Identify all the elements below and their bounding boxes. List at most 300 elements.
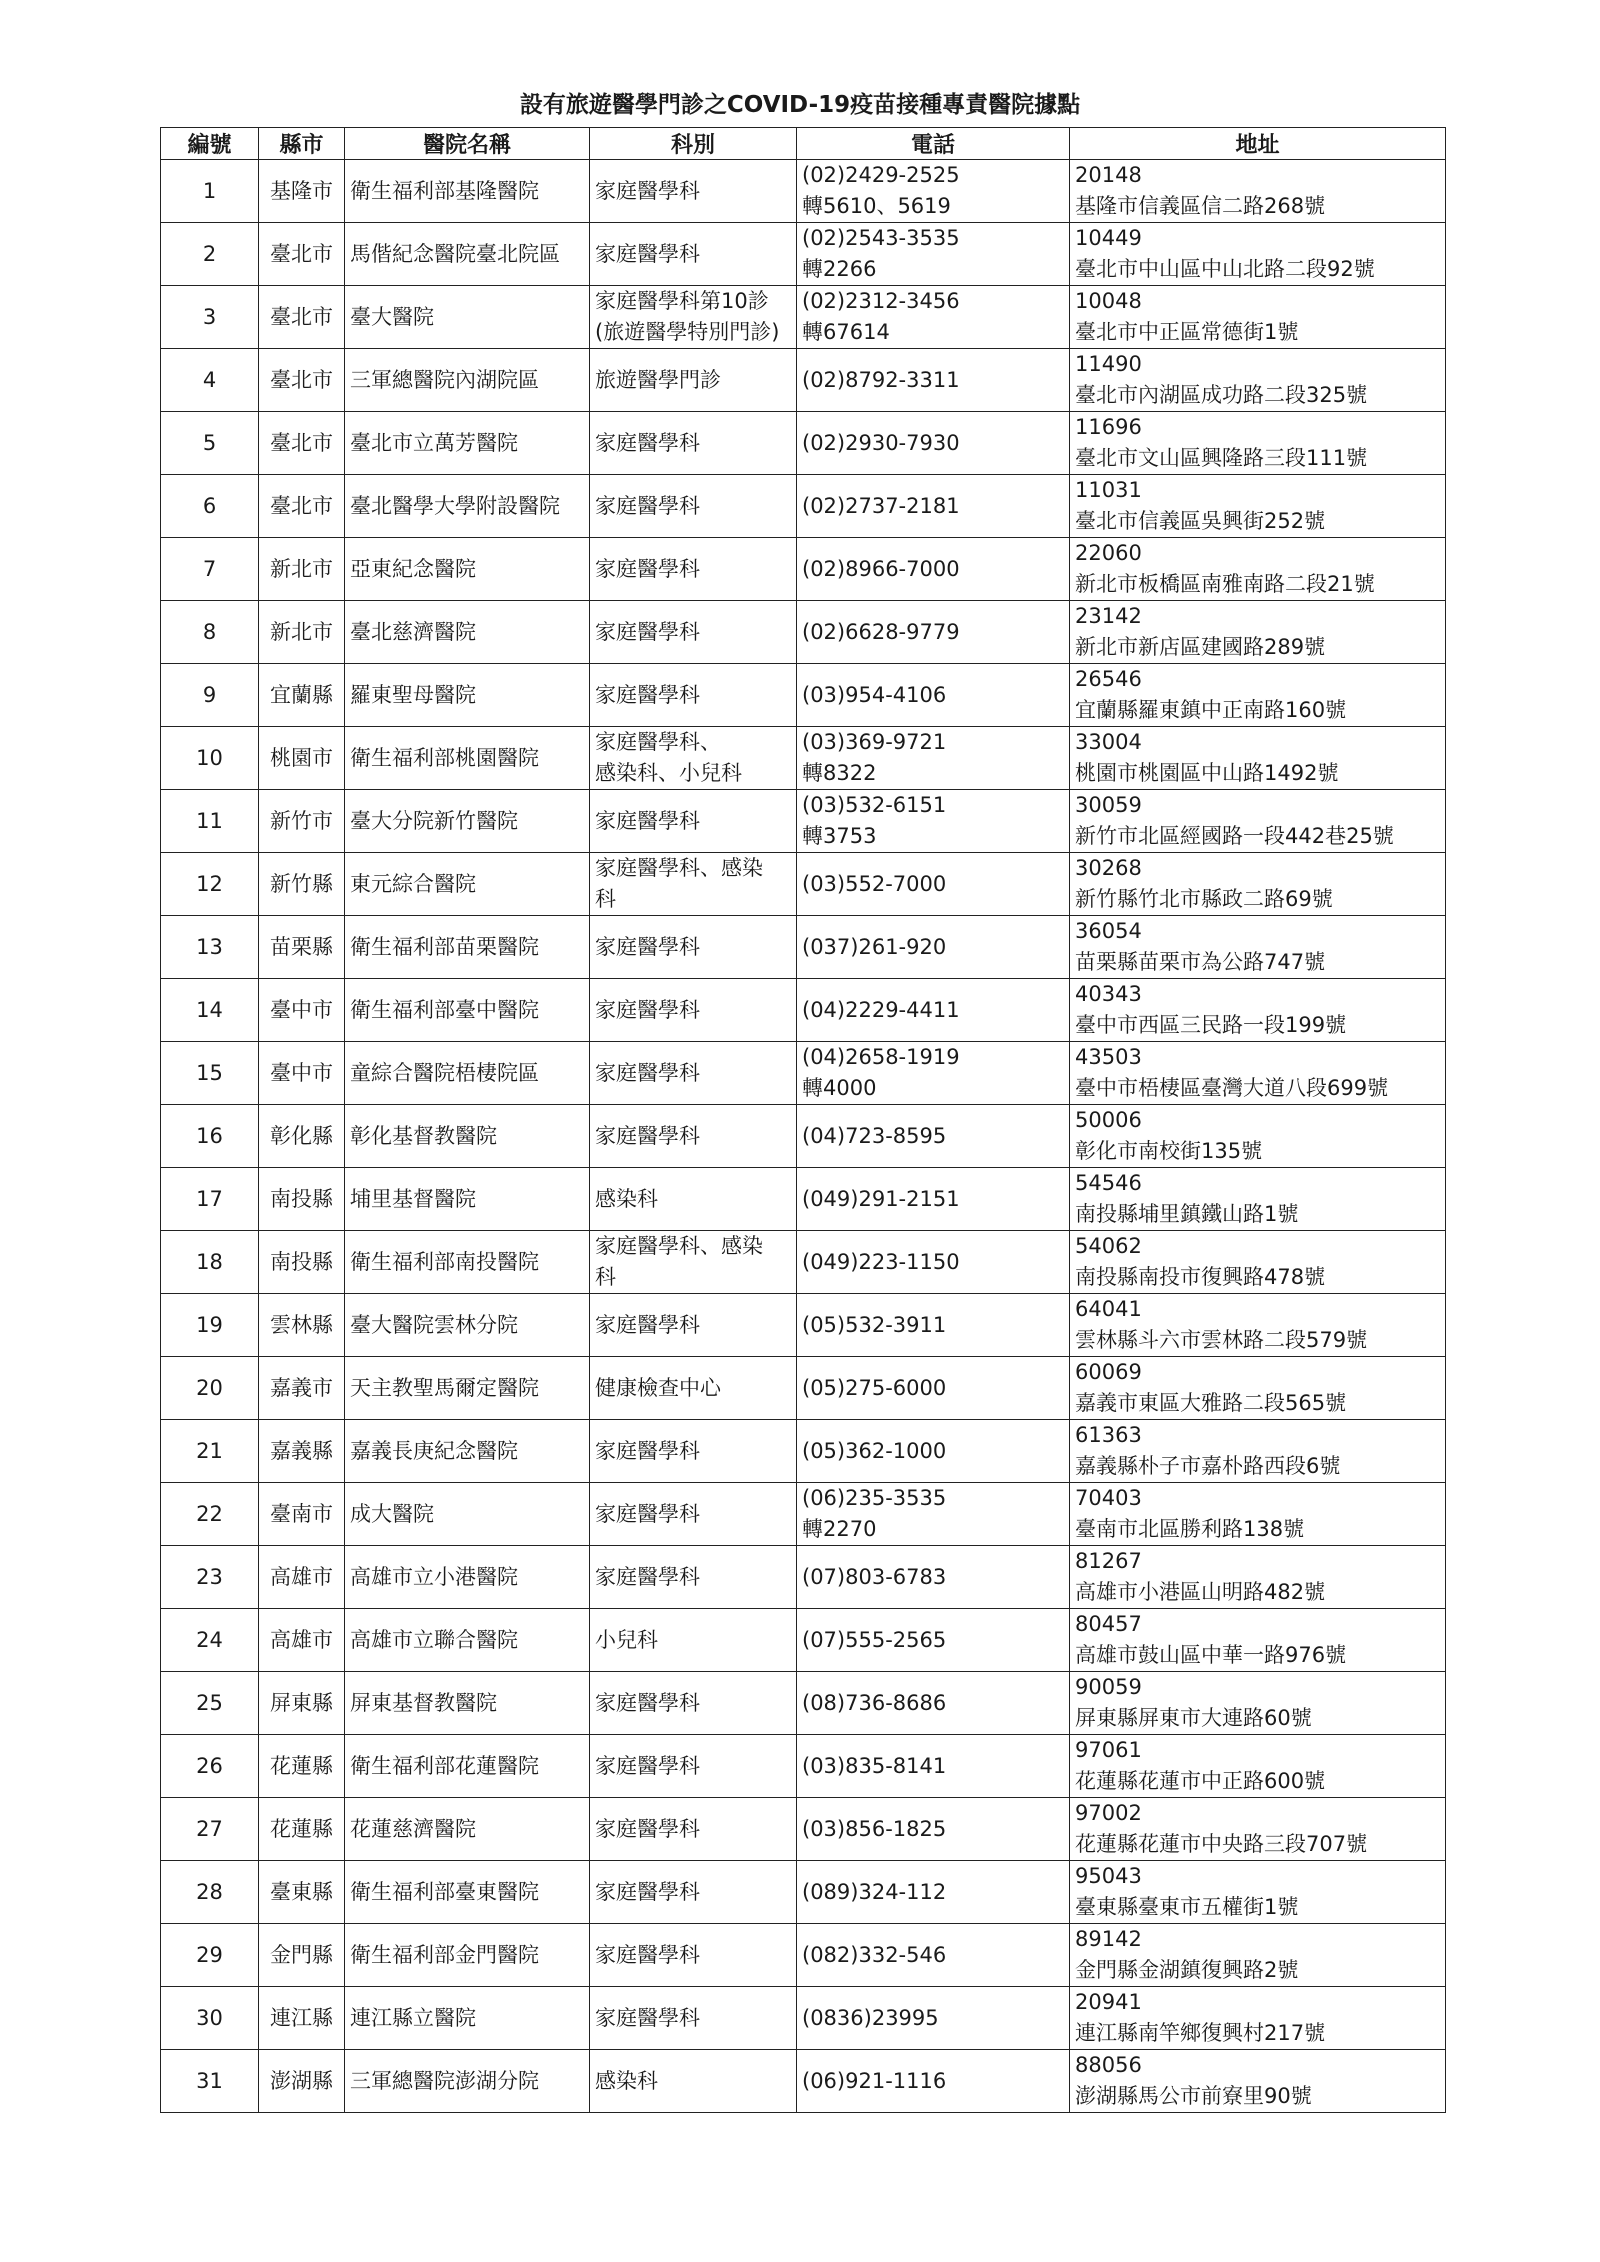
- phone-line: (08)736-8686: [802, 1690, 947, 1715]
- postal-code: 60069: [1075, 1360, 1142, 1384]
- city-cell: [259, 1042, 345, 1105]
- city-name: 臺北市: [270, 367, 333, 392]
- city-name: 臺東縣: [270, 1879, 333, 1904]
- phone-line: 轉2266: [802, 257, 877, 281]
- hospital-name: 花蓮慈濟醫院: [350, 1816, 476, 1841]
- table-row: [161, 1483, 1446, 1546]
- hospital-cell: [345, 475, 590, 538]
- table-row: [161, 1609, 1446, 1672]
- address-cell: [1070, 475, 1446, 538]
- hospital-name: 衛生福利部桃園醫院: [350, 745, 539, 770]
- street-address: 金門縣金湖鎮復興路2號: [1075, 1958, 1299, 1982]
- city-cell: [259, 1672, 345, 1735]
- postal-code: 64041: [1075, 1297, 1142, 1321]
- table-row: [161, 223, 1446, 286]
- department-cell: [590, 1987, 797, 2050]
- department-line: 家庭醫學科: [595, 241, 700, 266]
- row-number-cell: [161, 286, 259, 349]
- phone-cell: [797, 853, 1070, 916]
- row-number: 25: [196, 1690, 223, 1715]
- postal-code: 22060: [1075, 541, 1142, 565]
- table-header-row: [161, 128, 1446, 160]
- hospital-name: 三軍總醫院內湖院區: [350, 367, 539, 392]
- row-number-cell: [161, 412, 259, 475]
- city-name: 苗栗縣: [270, 934, 333, 959]
- row-number-cell: [161, 1168, 259, 1231]
- department-line: 家庭醫學科: [595, 2005, 700, 2030]
- city-cell: [259, 1231, 345, 1294]
- hospital-cell: [345, 727, 590, 790]
- street-address: 屏東縣屏東市大連路60號: [1075, 1706, 1312, 1730]
- city-cell: [259, 412, 345, 475]
- row-number-cell: [161, 1609, 259, 1672]
- row-number-cell: [161, 1987, 259, 2050]
- street-address: 臺北市中山區中山北路二段92號: [1075, 257, 1375, 281]
- row-number: 1: [202, 178, 217, 203]
- table-row: [161, 601, 1446, 664]
- header-city: 縣市: [259, 128, 345, 160]
- street-address: 連江縣南竿鄉復興村217號: [1075, 2021, 1326, 2045]
- address-cell: [1070, 1798, 1446, 1861]
- phone-line: (03)856-1825: [802, 1816, 947, 1841]
- row-number: 5: [202, 430, 217, 455]
- department-line: 家庭醫學科、: [595, 730, 721, 754]
- row-number-cell: [161, 1483, 259, 1546]
- row-number: 21: [196, 1438, 223, 1463]
- department-line: 家庭醫學科: [595, 430, 700, 455]
- phone-line: (02)8966-7000: [802, 556, 960, 581]
- phone-cell: [797, 538, 1070, 601]
- row-number: 23: [196, 1564, 223, 1589]
- hospital-name: 埔里基督醫院: [350, 1186, 476, 1211]
- street-address: 彰化市南校街135號: [1075, 1139, 1263, 1163]
- hospital-cell: [345, 1672, 590, 1735]
- table-row: [161, 1294, 1446, 1357]
- hospital-cell: [345, 1357, 590, 1420]
- address-cell: [1070, 223, 1446, 286]
- postal-code: 23142: [1075, 604, 1142, 628]
- phone-cell: [797, 1483, 1070, 1546]
- department-line: 家庭醫學科、感染: [595, 1234, 763, 1258]
- department-cell: [590, 223, 797, 286]
- address-cell: [1070, 601, 1446, 664]
- row-number: 16: [196, 1123, 223, 1148]
- department-cell: [590, 538, 797, 601]
- city-name: 桃園市: [270, 745, 333, 770]
- phone-line: (02)2429-2525: [802, 163, 960, 187]
- row-number-cell: [161, 853, 259, 916]
- hospital-cell: [345, 1861, 590, 1924]
- row-number: 4: [202, 367, 217, 392]
- department-line: 家庭醫學科: [595, 682, 700, 707]
- city-cell: [259, 979, 345, 1042]
- hospital-name: 臺大分院新竹醫院: [350, 808, 518, 833]
- hospital-name: 衛生福利部基隆醫院: [350, 178, 539, 203]
- postal-code: 50006: [1075, 1108, 1142, 1132]
- row-number-cell: [161, 538, 259, 601]
- header-hospital: 醫院名稱: [345, 128, 590, 160]
- city-name: 花蓮縣: [270, 1753, 333, 1778]
- postal-code: 43503: [1075, 1045, 1142, 1069]
- street-address: 臺北市內湖區成功路二段325號: [1075, 383, 1368, 407]
- hospital-cell: [345, 1483, 590, 1546]
- department-line: 家庭醫學科: [595, 1753, 700, 1778]
- phone-cell: [797, 2050, 1070, 2113]
- phone-cell: [797, 1924, 1070, 1987]
- department-line: 家庭醫學科第10診: [595, 289, 769, 313]
- city-name: 南投縣: [270, 1186, 333, 1211]
- phone-line: (03)552-7000: [802, 871, 947, 896]
- hospital-name: 衛生福利部金門醫院: [350, 1942, 539, 1967]
- address-cell: [1070, 1924, 1446, 1987]
- postal-code: 30268: [1075, 856, 1142, 880]
- address-cell: [1070, 664, 1446, 727]
- phone-line: (03)369-9721: [802, 730, 947, 754]
- city-cell: [259, 1357, 345, 1420]
- row-number-cell: [161, 1672, 259, 1735]
- hospital-name: 馬偕紀念醫院臺北院區: [350, 241, 560, 266]
- phone-line: (037)261-920: [802, 934, 947, 959]
- department-cell: [590, 1861, 797, 1924]
- address-cell: [1070, 1105, 1446, 1168]
- hospital-name: 臺北醫學大學附設醫院: [350, 493, 560, 518]
- table-row: [161, 1357, 1446, 1420]
- phone-cell: [797, 1861, 1070, 1924]
- row-number: 22: [196, 1501, 223, 1526]
- phone-cell: [797, 790, 1070, 853]
- phone-line: (02)6628-9779: [802, 619, 960, 644]
- city-name: 新竹縣: [270, 871, 333, 896]
- row-number-cell: [161, 1357, 259, 1420]
- phone-line: (04)2658-1919: [802, 1045, 960, 1069]
- city-cell: [259, 1735, 345, 1798]
- hospital-cell: [345, 1105, 590, 1168]
- postal-code: 36054: [1075, 919, 1142, 943]
- city-cell: [259, 1924, 345, 1987]
- street-address: 高雄市小港區山明路482號: [1075, 1580, 1326, 1604]
- department-cell: [590, 1798, 797, 1861]
- street-address: 澎湖縣馬公市前寮里90號: [1075, 2084, 1312, 2108]
- department-line: 家庭醫學科: [595, 1123, 700, 1148]
- city-cell: [259, 2050, 345, 2113]
- hospital-cell: [345, 412, 590, 475]
- postal-code: 90059: [1075, 1675, 1142, 1699]
- table-row: [161, 1105, 1446, 1168]
- row-number: 28: [196, 1879, 223, 1904]
- phone-cell: [797, 1231, 1070, 1294]
- department-cell: [590, 349, 797, 412]
- hospital-name: 高雄市立聯合醫院: [350, 1627, 518, 1652]
- phone-line: (05)362-1000: [802, 1438, 947, 1463]
- postal-code: 70403: [1075, 1486, 1142, 1510]
- hospital-name: 臺大醫院雲林分院: [350, 1312, 518, 1337]
- row-number-cell: [161, 160, 259, 223]
- city-cell: [259, 1861, 345, 1924]
- street-address: 臺北市信義區吳興街252號: [1075, 509, 1326, 533]
- street-address: 高雄市鼓山區中華一路976號: [1075, 1643, 1347, 1667]
- department-line: 家庭醫學科: [595, 808, 700, 833]
- hospital-table: [160, 127, 1446, 2113]
- table-row: [161, 1987, 1446, 2050]
- postal-code: 97002: [1075, 1801, 1142, 1825]
- city-name: 雲林縣: [270, 1312, 333, 1337]
- city-cell: [259, 1798, 345, 1861]
- postal-code: 95043: [1075, 1864, 1142, 1888]
- hospital-name: 衛生福利部苗栗醫院: [350, 934, 539, 959]
- department-line: 家庭醫學科: [595, 619, 700, 644]
- row-number-cell: [161, 1924, 259, 1987]
- street-address: 基隆市信義區信二路268號: [1075, 194, 1326, 218]
- hospital-name: 東元綜合醫院: [350, 871, 476, 896]
- row-number: 24: [196, 1627, 223, 1652]
- city-cell: [259, 853, 345, 916]
- table-row: [161, 349, 1446, 412]
- phone-cell: [797, 1105, 1070, 1168]
- address-cell: [1070, 727, 1446, 790]
- postal-code: 26546: [1075, 667, 1142, 691]
- row-number: 2: [202, 241, 217, 266]
- hospital-cell: [345, 1231, 590, 1294]
- address-cell: [1070, 1546, 1446, 1609]
- city-cell: [259, 916, 345, 979]
- street-address: 新北市板橋區南雅南路二段21號: [1075, 572, 1375, 596]
- department-cell: [590, 412, 797, 475]
- table-row: [161, 538, 1446, 601]
- street-address: 南投縣南投市復興路478號: [1075, 1265, 1326, 1289]
- address-cell: [1070, 1357, 1446, 1420]
- hospital-cell: [345, 2050, 590, 2113]
- row-number-cell: [161, 601, 259, 664]
- address-cell: [1070, 1483, 1446, 1546]
- city-name: 臺北市: [270, 304, 333, 329]
- city-cell: [259, 1294, 345, 1357]
- row-number: 6: [202, 493, 217, 518]
- table-row: [161, 1042, 1446, 1105]
- postal-code: 33004: [1075, 730, 1142, 754]
- department-cell: [590, 1483, 797, 1546]
- phone-line: (049)291-2151: [802, 1186, 960, 1211]
- phone-cell: [797, 1546, 1070, 1609]
- department-cell: [590, 1672, 797, 1735]
- row-number: 30: [196, 2005, 223, 2030]
- department-line: 家庭醫學科: [595, 1060, 700, 1085]
- hospital-name: 衛生福利部南投醫院: [350, 1249, 539, 1274]
- hospital-cell: [345, 1987, 590, 2050]
- table-row: [161, 160, 1446, 223]
- street-address: 新竹市北區經國路一段442巷25號: [1075, 824, 1394, 848]
- hospital-name: 童綜合醫院梧棲院區: [350, 1060, 539, 1085]
- postal-code: 54546: [1075, 1171, 1142, 1195]
- phone-cell: [797, 664, 1070, 727]
- row-number-cell: [161, 727, 259, 790]
- hospital-name: 高雄市立小港醫院: [350, 1564, 518, 1589]
- address-cell: [1070, 1735, 1446, 1798]
- table-row: [161, 1798, 1446, 1861]
- city-cell: [259, 1609, 345, 1672]
- hospital-cell: [345, 1042, 590, 1105]
- hospital-name: 衛生福利部臺中醫院: [350, 997, 539, 1022]
- phone-cell: [797, 1042, 1070, 1105]
- hospital-name: 彰化基督教醫院: [350, 1123, 497, 1148]
- row-number: 18: [196, 1249, 223, 1274]
- phone-cell: [797, 1420, 1070, 1483]
- hospital-name: 衛生福利部臺東醫院: [350, 1879, 539, 1904]
- phone-cell: [797, 1609, 1070, 1672]
- phone-line: (05)275-6000: [802, 1375, 947, 1400]
- phone-cell: [797, 475, 1070, 538]
- phone-cell: [797, 223, 1070, 286]
- table-row: [161, 790, 1446, 853]
- department-cell: [590, 1735, 797, 1798]
- row-number: 15: [196, 1060, 223, 1085]
- table-row: [161, 727, 1446, 790]
- hospital-name: 嘉義長庚紀念醫院: [350, 1438, 518, 1463]
- city-name: 嘉義縣: [270, 1438, 333, 1463]
- city-cell: [259, 538, 345, 601]
- postal-code: 30059: [1075, 793, 1142, 817]
- header-address: 地址: [1070, 128, 1446, 160]
- row-number: 29: [196, 1942, 223, 1967]
- phone-line: (082)332-546: [802, 1942, 947, 1967]
- hospital-cell: [345, 1924, 590, 1987]
- street-address: 臺中市西區三民路一段199號: [1075, 1013, 1347, 1037]
- city-cell: [259, 727, 345, 790]
- address-cell: [1070, 916, 1446, 979]
- hospital-name: 臺北市立萬芳醫院: [350, 430, 518, 455]
- phone-cell: [797, 1735, 1070, 1798]
- department-cell: [590, 1546, 797, 1609]
- city-name: 基隆市: [270, 178, 333, 203]
- address-cell: [1070, 979, 1446, 1042]
- department-cell: [590, 2050, 797, 2113]
- department-cell: [590, 601, 797, 664]
- department-cell: [590, 664, 797, 727]
- row-number: 26: [196, 1753, 223, 1778]
- street-address: 臺南市北區勝利路138號: [1075, 1517, 1305, 1541]
- table-row: [161, 1231, 1446, 1294]
- department-line: 家庭醫學科: [595, 1501, 700, 1526]
- phone-cell: [797, 286, 1070, 349]
- hospital-name: 屏東基督教醫院: [350, 1690, 497, 1715]
- city-cell: [259, 1420, 345, 1483]
- city-cell: [259, 1168, 345, 1231]
- postal-code: 10449: [1075, 226, 1142, 250]
- hospital-cell: [345, 916, 590, 979]
- phone-cell: [797, 1987, 1070, 2050]
- department-line: 小兒科: [595, 1627, 658, 1652]
- phone-line: 轉3753: [802, 824, 877, 848]
- row-number: 27: [196, 1816, 223, 1841]
- hospital-cell: [345, 790, 590, 853]
- hospital-name: 臺大醫院: [350, 304, 434, 329]
- hospital-name: 天主教聖馬爾定醫院: [350, 1375, 539, 1400]
- street-address: 新北市新店區建國路289號: [1075, 635, 1326, 659]
- department-line: 家庭醫學科: [595, 934, 700, 959]
- hospital-name: 羅東聖母醫院: [350, 682, 476, 707]
- hospital-cell: [345, 1609, 590, 1672]
- table-row: [161, 853, 1446, 916]
- row-number-cell: [161, 1546, 259, 1609]
- street-address: 花蓮縣花蓮市中央路三段707號: [1075, 1832, 1368, 1856]
- street-address: 臺北市文山區興隆路三段111號: [1075, 446, 1368, 470]
- phone-cell: [797, 1294, 1070, 1357]
- city-name: 新竹市: [270, 808, 333, 833]
- phone-line: (04)2229-4411: [802, 997, 960, 1022]
- department-line: 家庭醫學科: [595, 997, 700, 1022]
- phone-line: (03)835-8141: [802, 1753, 947, 1778]
- phone-cell: [797, 601, 1070, 664]
- city-cell: [259, 349, 345, 412]
- department-line: 家庭醫學科: [595, 1312, 700, 1337]
- phone-line: 轉67614: [802, 320, 890, 344]
- department-line: 科: [595, 1265, 616, 1289]
- row-number-cell: [161, 2050, 259, 2113]
- hospital-cell: [345, 1168, 590, 1231]
- department-line: 科: [595, 887, 616, 911]
- postal-code: 81267: [1075, 1549, 1142, 1573]
- hospital-cell: [345, 664, 590, 727]
- row-number: 7: [202, 556, 217, 581]
- city-name: 臺北市: [270, 241, 333, 266]
- phone-cell: [797, 160, 1070, 223]
- department-line: 家庭醫學科、感染: [595, 856, 763, 880]
- address-cell: [1070, 286, 1446, 349]
- hospital-cell: [345, 1546, 590, 1609]
- city-cell: [259, 475, 345, 538]
- row-number: 17: [196, 1186, 223, 1211]
- street-address: 臺中市梧棲區臺灣大道八段699號: [1075, 1076, 1389, 1100]
- department-line: 家庭醫學科: [595, 493, 700, 518]
- row-number-cell: [161, 223, 259, 286]
- address-cell: [1070, 1861, 1446, 1924]
- hospital-cell: [345, 853, 590, 916]
- table-row: [161, 1420, 1446, 1483]
- department-cell: [590, 1924, 797, 1987]
- phone-cell: [797, 1357, 1070, 1420]
- table-row: [161, 1672, 1446, 1735]
- city-name: 金門縣: [270, 1942, 333, 1967]
- city-name: 屏東縣: [270, 1690, 333, 1715]
- table-row: [161, 1924, 1446, 1987]
- city-name: 南投縣: [270, 1249, 333, 1274]
- header-department: 科別: [590, 128, 797, 160]
- table-row: [161, 1861, 1446, 1924]
- department-line: 家庭醫學科: [595, 178, 700, 203]
- address-cell: [1070, 1987, 1446, 2050]
- address-cell: [1070, 349, 1446, 412]
- phone-line: (06)235-3535: [802, 1486, 947, 1510]
- phone-line: (03)954-4106: [802, 682, 947, 707]
- postal-code: 88056: [1075, 2053, 1142, 2077]
- city-cell: [259, 223, 345, 286]
- row-number: 11: [196, 808, 223, 833]
- address-cell: [1070, 2050, 1446, 2113]
- address-cell: [1070, 412, 1446, 475]
- row-number-cell: [161, 1735, 259, 1798]
- phone-cell: [797, 916, 1070, 979]
- row-number-cell: [161, 475, 259, 538]
- department-line: 家庭醫學科: [595, 556, 700, 581]
- hospital-cell: [345, 1735, 590, 1798]
- row-number: 12: [196, 871, 223, 896]
- table-row: [161, 664, 1446, 727]
- phone-cell: [797, 1168, 1070, 1231]
- address-cell: [1070, 1420, 1446, 1483]
- table-row: [161, 1168, 1446, 1231]
- hospital-name: 亞東紀念醫院: [350, 556, 476, 581]
- city-name: 新北市: [270, 619, 333, 644]
- phone-line: (07)803-6783: [802, 1564, 947, 1589]
